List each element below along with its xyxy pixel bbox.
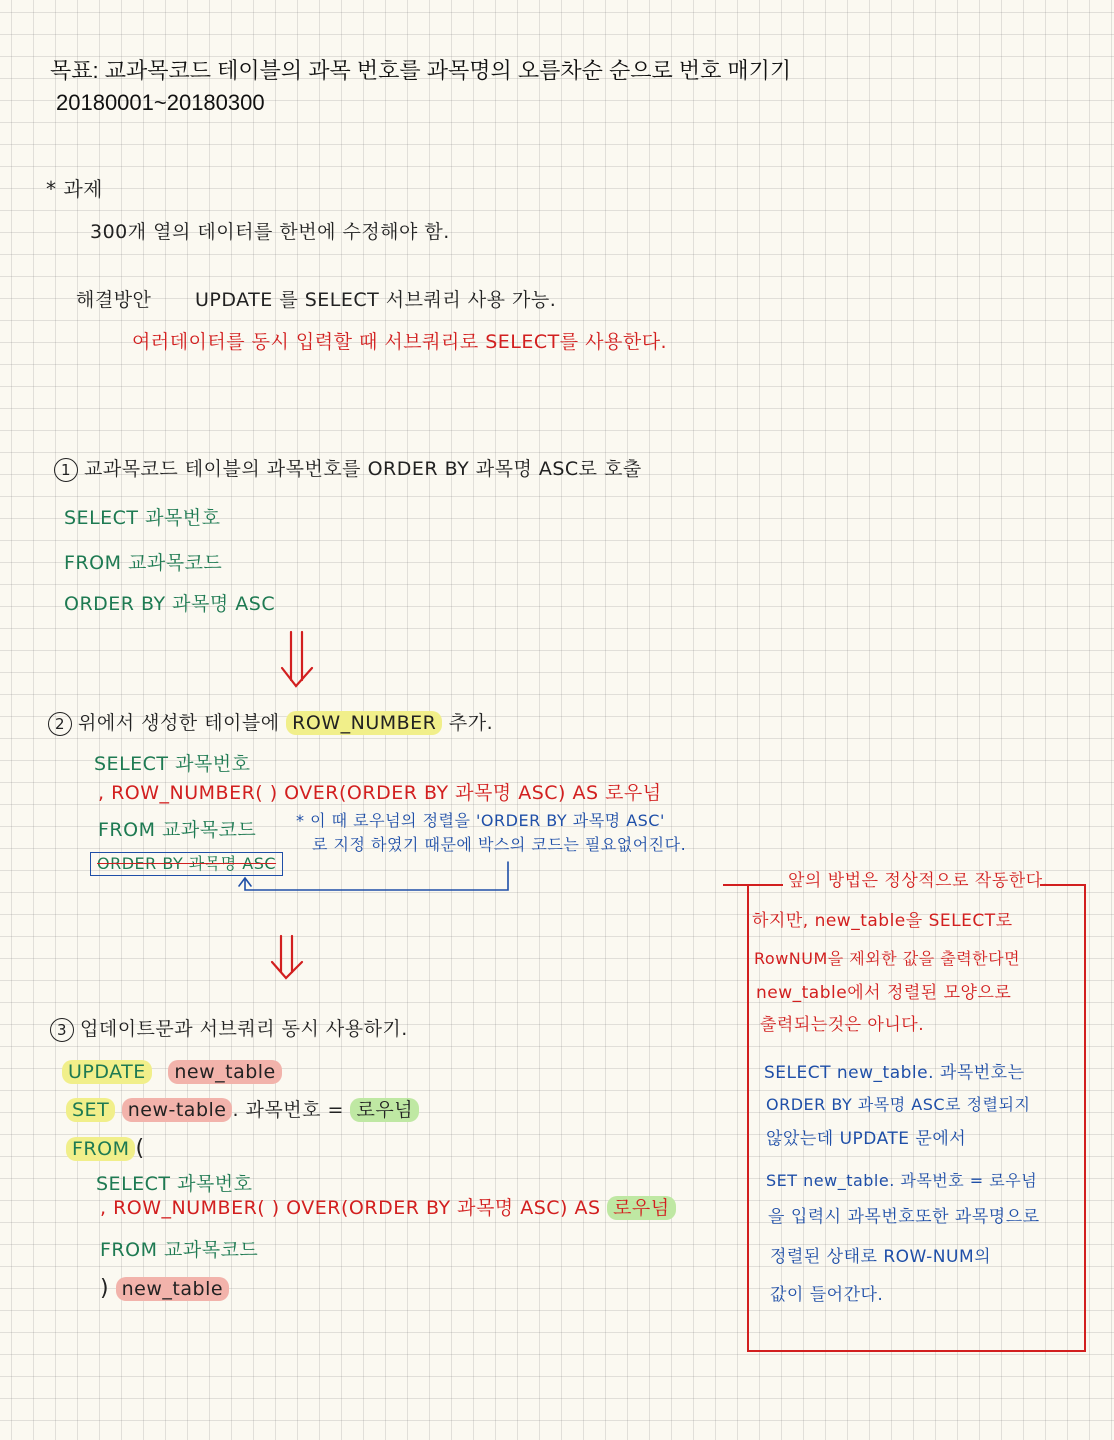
step3-title-text: 업데이트문과 서브쿼리 동시 사용하기. — [80, 1018, 408, 1040]
goal-range: 20180001~20180300 — [56, 90, 265, 115]
step1-code-orderby: ORDER BY 과목명 ASC — [64, 593, 276, 615]
side-note-red-3: new_table에서 정렬된 모양으로 — [756, 983, 1012, 1003]
side-note-red-1: 하지만, new_table을 SELECT로 — [752, 911, 1013, 931]
step2-note-line1: * 이 때 로우넘의 정렬을 'ORDER BY 과목명 ASC' — [296, 811, 665, 830]
step1-title-text: 교과목코드 테이블의 과목번호를 ORDER BY 과목명 ASC로 호출 — [84, 458, 642, 480]
tbl-new-table-3: new_table — [116, 1277, 229, 1301]
step2-code-orderby-boxed — [90, 852, 283, 876]
step3-update-line — [62, 1062, 282, 1084]
down-arrow-icon — [282, 632, 312, 686]
alias-highlight: 로우넘 — [350, 1098, 419, 1122]
step2-title-pre: 위에서 생성한 테이블에 — [78, 712, 280, 734]
side-note-blue-5: 을 입력시 과목번호또한 과목명으로 — [768, 1207, 1040, 1227]
kw-from: FROM — [66, 1137, 135, 1161]
step2-code-from: FROM 교과목코드 — [98, 819, 257, 841]
side-note-blue-2: ORDER BY 과목명 ASC로 정렬되지 — [766, 1095, 1031, 1114]
sub-alias-highlight: 로우넘 — [607, 1196, 676, 1220]
side-note-red-2: RowNUM을 제외한 값을 출력한다면 — [754, 949, 1021, 968]
side-note-blue-1: SELECT new_table. 과목번호는 — [764, 1063, 1025, 1083]
task-line: 300개 열의 데이터를 한번에 수정해야 함. — [90, 221, 450, 243]
solution-note: 여러데이터를 동시 입력할 때 서브쿼리로 SELECT를 사용한다. — [132, 331, 668, 353]
step3-sub-rownum — [100, 1198, 676, 1220]
side-note-header: 앞의 방법은 정상적으로 작동한다. — [788, 871, 1049, 891]
step3-sub-from: FROM 교과목코드 — [100, 1239, 259, 1261]
step1-code-select: SELECT 과목번호 — [64, 507, 221, 529]
side-note-red-4: 출력되는것은 아니다. — [760, 1015, 925, 1035]
step2-number: 2 — [48, 712, 72, 736]
step2-note-line2: 로 지정 하였기 때문에 박스의 코드는 필요없어진다. — [312, 835, 687, 854]
down-arrow-icon — [272, 936, 302, 978]
orderby-struck: ORDER BY 과목명 ASC — [97, 854, 277, 873]
side-note-blue-7: 값이 들어간다. — [770, 1285, 884, 1305]
solution-text: UPDATE 를 SELECT 서브쿼리 사용 가능. — [195, 289, 557, 311]
step1-number: 1 — [54, 458, 78, 482]
step3-set-line — [66, 1100, 419, 1122]
sub-rownum-text: , ROW_NUMBER( ) OVER(ORDER BY 과목명 ASC) AS — [100, 1197, 601, 1219]
solution-label: 해결방안 — [76, 289, 152, 311]
side-note-blue-3: 않았는데 UPDATE 문에서 — [766, 1129, 967, 1149]
step1-code-from: FROM 교과목코드 — [64, 552, 223, 574]
set-rest: . 과목번호 = — [232, 1099, 344, 1121]
paren-open: ( — [135, 1136, 145, 1161]
step3-from-line — [66, 1136, 145, 1161]
step3-close-line — [100, 1276, 229, 1301]
step3-title — [50, 1018, 408, 1042]
kw-update: UPDATE — [62, 1060, 152, 1084]
goal-title: 목표: 교과목코드 테이블의 과목 번호를 과목명의 오름차순 순으로 번호 매기기 — [50, 58, 792, 83]
side-note-blue-6: 정렬된 상태로 ROW-NUM의 — [770, 1247, 992, 1267]
step3-number: 3 — [50, 1018, 74, 1042]
tbl-new-table-2: new-table — [122, 1098, 233, 1122]
tbl-new-table-1: new_table — [168, 1060, 281, 1084]
step3-sub-select: SELECT 과목번호 — [96, 1173, 253, 1195]
kw-set: SET — [66, 1098, 115, 1122]
row-number-highlight: ROW_NUMBER — [286, 711, 442, 735]
paren-close: ) — [100, 1276, 110, 1301]
step2-code-rownum: , ROW_NUMBER( ) OVER(ORDER BY 과목명 ASC) AS 로우넘 — [98, 782, 662, 804]
step2-title-post: 추가. — [448, 712, 494, 734]
task-heading: * 과제 — [46, 177, 103, 201]
step2-code-select: SELECT 과목번호 — [94, 753, 251, 775]
step2-title — [48, 712, 493, 736]
side-note-blue-4: SET new_table. 과목번호 = 로우넘 — [766, 1171, 1038, 1190]
